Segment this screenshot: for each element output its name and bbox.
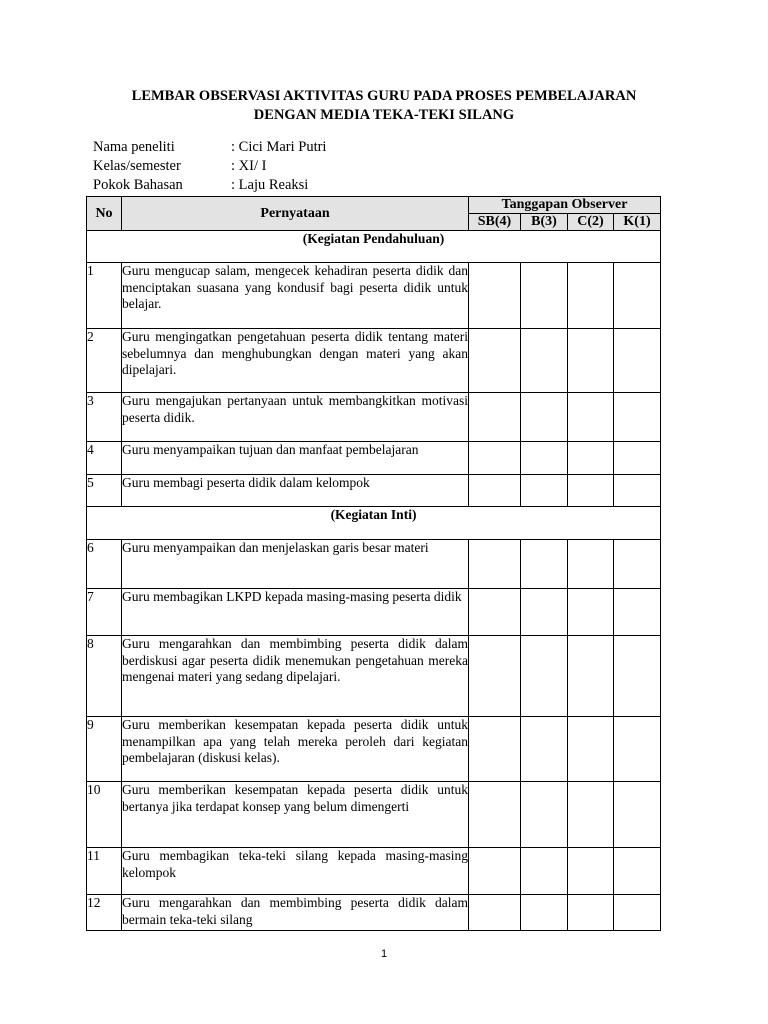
row-number: 1 (87, 263, 122, 329)
score-cell-c[interactable] (568, 717, 614, 782)
score-cell-k[interactable] (614, 329, 661, 393)
score-cell-k[interactable] (614, 393, 661, 442)
score-cell-k[interactable] (614, 782, 661, 848)
score-cell-c[interactable] (568, 589, 614, 636)
row-statement: Guru membagikan LKPD kepada masing-masing peserta didik (122, 589, 469, 636)
row-statement: Guru memberikan kesempatan kepada peserta didik untuk bertanya jika terdapat konsep yang belum dimengerti (122, 782, 469, 848)
section-opening-activities: (Kegiatan Pendahuluan) (87, 231, 661, 263)
header-score-k: K(1) (614, 214, 661, 231)
score-cell-k[interactable] (614, 717, 661, 782)
table-row (87, 717, 661, 782)
row-statement: Guru mengucap salam, mengecek kehadiran peserta didik dan menciptakan suasana yang kondusif bagi peserta didik untuk belajar. (122, 263, 469, 329)
score-cell-c[interactable] (568, 782, 614, 848)
table-row (87, 589, 661, 636)
observation-table (86, 196, 661, 931)
row-number: 5 (87, 475, 122, 507)
info-value: : Cici Mari Putri (231, 139, 327, 155)
table-row (87, 329, 661, 393)
table-row (87, 540, 661, 589)
score-cell-c[interactable] (568, 848, 614, 895)
document-title-line-1: LEMBAR OBSERVASI AKTIVITAS GURU PADA PROSES PEMBELAJARAN (131, 88, 637, 104)
info-value: : Laju Reaksi (231, 177, 309, 193)
row-number: 2 (87, 329, 122, 393)
header-score-c: C(2) (568, 214, 614, 231)
score-cell-k[interactable] (614, 589, 661, 636)
score-cell-c[interactable] (568, 636, 614, 717)
table-row (87, 782, 661, 848)
score-cell-b[interactable] (521, 782, 568, 848)
header-observer-response: Tanggapan Observer (469, 197, 661, 214)
header-no: No (87, 197, 122, 231)
row-number: 8 (87, 636, 122, 717)
row-statement: Guru mengarahkan dan membimbing peserta didik dalam bermain teka-teki silang (122, 895, 469, 931)
score-cell-sb[interactable] (469, 589, 521, 636)
score-cell-c[interactable] (568, 329, 614, 393)
score-cell-sb[interactable] (469, 329, 521, 393)
score-cell-c[interactable] (568, 475, 614, 507)
row-number: 9 (87, 717, 122, 782)
row-number: 3 (87, 393, 122, 442)
score-cell-b[interactable] (521, 717, 568, 782)
score-cell-b[interactable] (521, 263, 568, 329)
document-title-line-2: DENGAN MEDIA TEKA-TEKI SILANG (253, 107, 515, 123)
header-statement: Pernyataan (122, 197, 469, 231)
info-value: : XI/ I (231, 158, 267, 174)
info-label: Nama peneliti (93, 139, 175, 155)
row-number: 12 (87, 895, 122, 931)
table-row (87, 475, 661, 507)
header-score-b: B(3) (521, 214, 568, 231)
table-row (87, 636, 661, 717)
score-cell-k[interactable] (614, 442, 661, 475)
score-cell-sb[interactable] (469, 636, 521, 717)
table-row (87, 263, 661, 329)
score-cell-b[interactable] (521, 895, 568, 931)
row-number: 7 (87, 589, 122, 636)
score-cell-k[interactable] (614, 475, 661, 507)
score-cell-b[interactable] (521, 393, 568, 442)
score-cell-b[interactable] (521, 329, 568, 393)
row-statement: Guru membagikan teka-teki silang kepada masing-masing kelompok (122, 848, 469, 895)
score-cell-c[interactable] (568, 393, 614, 442)
score-cell-sb[interactable] (469, 848, 521, 895)
info-row-topic (93, 176, 308, 194)
info-row-researcher (93, 138, 326, 156)
table-row (87, 393, 661, 442)
score-cell-c[interactable] (568, 540, 614, 589)
score-cell-sb[interactable] (469, 475, 521, 507)
score-cell-b[interactable] (521, 589, 568, 636)
score-cell-k[interactable] (614, 636, 661, 717)
row-statement: Guru mengajukan pertanyaan untuk membangkitkan motivasi peserta didik. (122, 393, 469, 442)
row-number: 4 (87, 442, 122, 475)
table-row (87, 895, 661, 931)
score-cell-c[interactable] (568, 263, 614, 329)
score-cell-sb[interactable] (469, 895, 521, 931)
score-cell-sb[interactable] (469, 393, 521, 442)
table-row (87, 442, 661, 475)
row-statement: Guru mengarahkan dan membimbing peserta didik dalam berdiskusi agar peserta didik menemukan pengetahuan mereka mengenai materi yang sedang dipelajari. (122, 636, 469, 717)
score-cell-b[interactable] (521, 442, 568, 475)
section-core-activities: (Kegiatan Inti) (87, 507, 661, 540)
score-cell-sb[interactable] (469, 782, 521, 848)
row-number: 10 (87, 782, 122, 848)
score-cell-b[interactable] (521, 636, 568, 717)
score-cell-c[interactable] (568, 442, 614, 475)
score-cell-k[interactable] (614, 895, 661, 931)
score-cell-sb[interactable] (469, 540, 521, 589)
score-cell-k[interactable] (614, 540, 661, 589)
row-statement: Guru mengingatkan pengetahuan peserta didik tentang materi sebelumnya dan menghubungkan dengan materi yang akan dipelajari. (122, 329, 469, 393)
table-row (87, 848, 661, 895)
row-statement: Guru menyampaikan tujuan dan manfaat pembelajaran (122, 442, 469, 475)
info-row-class (93, 157, 266, 175)
score-cell-sb[interactable] (469, 717, 521, 782)
score-cell-b[interactable] (521, 540, 568, 589)
row-number: 11 (87, 848, 122, 895)
score-cell-k[interactable] (614, 263, 661, 329)
row-statement: Guru menyampaikan dan menjelaskan garis besar materi (122, 540, 469, 589)
score-cell-c[interactable] (568, 895, 614, 931)
score-cell-sb[interactable] (469, 263, 521, 329)
row-statement: Guru membagi peserta didik dalam kelompok (122, 475, 469, 507)
score-cell-k[interactable] (614, 848, 661, 895)
score-cell-b[interactable] (521, 848, 568, 895)
score-cell-b[interactable] (521, 475, 568, 507)
score-cell-sb[interactable] (469, 442, 521, 475)
header-score-sb: SB(4) (469, 214, 521, 231)
row-number: 6 (87, 540, 122, 589)
row-statement: Guru memberikan kesempatan kepada peserta didik untuk menampilkan apa yang telah mereka peroleh dari kegiatan pembelajaran (diskusi kelas). (122, 717, 469, 782)
page-number: 1 (380, 948, 388, 960)
info-label: Kelas/semester (93, 158, 181, 174)
info-label: Pokok Bahasan (93, 177, 183, 193)
